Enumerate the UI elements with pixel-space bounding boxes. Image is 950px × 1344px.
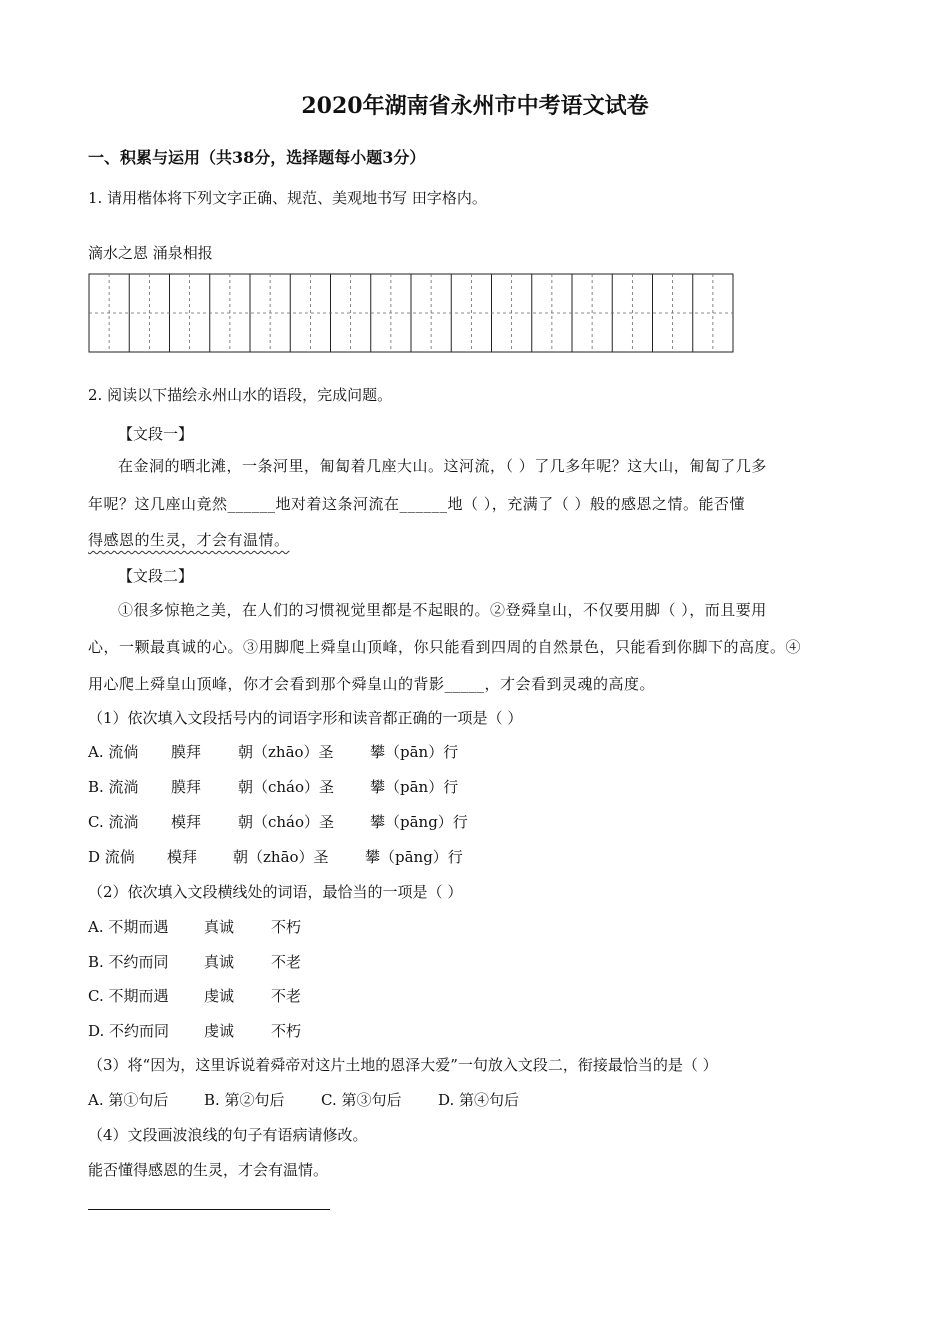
option-text: 膜拜 (171, 743, 202, 761)
option-text: C. 流淌 (88, 813, 139, 831)
sub1-option-d[interactable] (88, 847, 463, 867)
option-text: 朝（cháo）圣 (238, 813, 335, 831)
option-text: 膜拜 (171, 778, 202, 796)
option-text: D 流倘 (88, 848, 135, 866)
para2-heading: 【文段二】 (118, 567, 194, 585)
para2-line3: 用心爬上舜皇山顶峰，你才会看到那个舜皇山的背影_____，才会看到灵魂的高度。 (88, 675, 656, 693)
sub4-sentence: 能否懂得感恩的生灵，才会有温情。 (88, 1161, 329, 1179)
page-title: 2020年湖南省永州市中考语文试卷 (301, 93, 649, 119)
sub1-option-a[interactable] (88, 742, 458, 762)
option-text: 朝（zhāo）圣 (238, 743, 334, 761)
option-text: 攀（pān）行 (370, 743, 459, 761)
sub2-option-d[interactable] (88, 1021, 301, 1041)
sub1-option-b[interactable] (88, 777, 458, 797)
option-text: B. 不约而同 (88, 953, 169, 971)
option-text: 真诚 (204, 953, 235, 971)
option-text: 朝（cháo）圣 (238, 778, 335, 796)
sub2-option-c[interactable] (88, 986, 301, 1006)
option-text: D. 第④句后 (438, 1091, 520, 1109)
q2-prompt: 2. 阅读以下描绘永州山水的语段，完成问题。 (88, 386, 393, 404)
sub2-option-b[interactable] (88, 952, 301, 972)
option-text: B. 流淌 (88, 778, 139, 796)
option-text: 不老 (271, 987, 302, 1005)
option-text: 朝（zhāo）圣 (233, 848, 329, 866)
answer-line[interactable] (88, 1209, 330, 1210)
para1-line2: 年呢？这几座山竟然______地对着这条河流在______地（ ），充满了（ ）般的感恩之情。能否懂 (88, 495, 746, 513)
option-text: 不朽 (271, 918, 302, 936)
para2-line2: 心，一颗最真诚的心。③用脚爬上舜皇山顶峰，你只能看到四周的自然景色，只能看到你脚下的高度。④ (88, 638, 802, 656)
option-text: D. 不约而同 (88, 1022, 170, 1040)
option-text: 真诚 (204, 918, 235, 936)
q1-phrase: 滴水之恩 涌泉相报 (88, 244, 213, 262)
option-text: 模拜 (167, 848, 198, 866)
sub4-prompt: （4）文段画波浪线的句子有语病请修改。 (88, 1126, 368, 1144)
option-text: 攀（pāng）行 (370, 813, 468, 831)
sub3-prompt: （3）将“因为，这里诉说着舜帝对这片土地的恩泽大爱”一句放入文段二，衔接最恰当的是（ ） (88, 1056, 718, 1074)
option-text: C. 不期而遇 (88, 987, 169, 1005)
para1-line3: 得感恩的生灵，才会有温情。 (88, 531, 290, 549)
para1-line1: 在金洞的晒北滩，一条河里，匍匐着几座大山。这河流，（ ）了几多年呢？这大山，匍匐了几多 (118, 457, 767, 475)
sub1-option-c[interactable] (88, 812, 468, 832)
option-text: A. 流倘 (88, 743, 139, 761)
para1-heading: 【文段一】 (118, 425, 194, 443)
para2-line1: ①很多惊艳之美，在人们的习惯视觉里都是不起眼的。②登舜皇山，不仅要用脚（ ），而且要用 (118, 601, 767, 619)
section-heading: 一、积累与运用（共38分，选择题每小题3分） (88, 148, 426, 167)
option-text: B. 第②句后 (204, 1091, 285, 1109)
option-text: 攀（pān）行 (370, 778, 459, 796)
sub2-option-a[interactable] (88, 917, 301, 937)
option-text: 不老 (271, 953, 302, 971)
option-text: 虔诚 (204, 987, 235, 1005)
sub1-prompt: （1）依次填入文段括号内的词语字形和读音都正确的一项是（ ） (88, 709, 523, 727)
sub3-options[interactable] (88, 1090, 519, 1110)
option-text: C. 第③句后 (321, 1091, 402, 1109)
option-text: 模拜 (171, 813, 202, 831)
sub2-prompt: （2）依次填入文段横线处的词语，最恰当的一项是（ ） (88, 883, 463, 901)
q1-prompt: 1. 请用楷体将下列文字正确、规范、美观地书写 田字格内。 (88, 189, 487, 207)
option-text: A. 第①句后 (88, 1091, 169, 1109)
tianzige-grid[interactable] (88, 273, 734, 353)
option-text: A. 不期而遇 (88, 918, 169, 936)
option-text: 虔诚 (204, 1022, 235, 1040)
option-text: 不朽 (271, 1022, 302, 1040)
option-text: 攀（pāng）行 (365, 848, 463, 866)
